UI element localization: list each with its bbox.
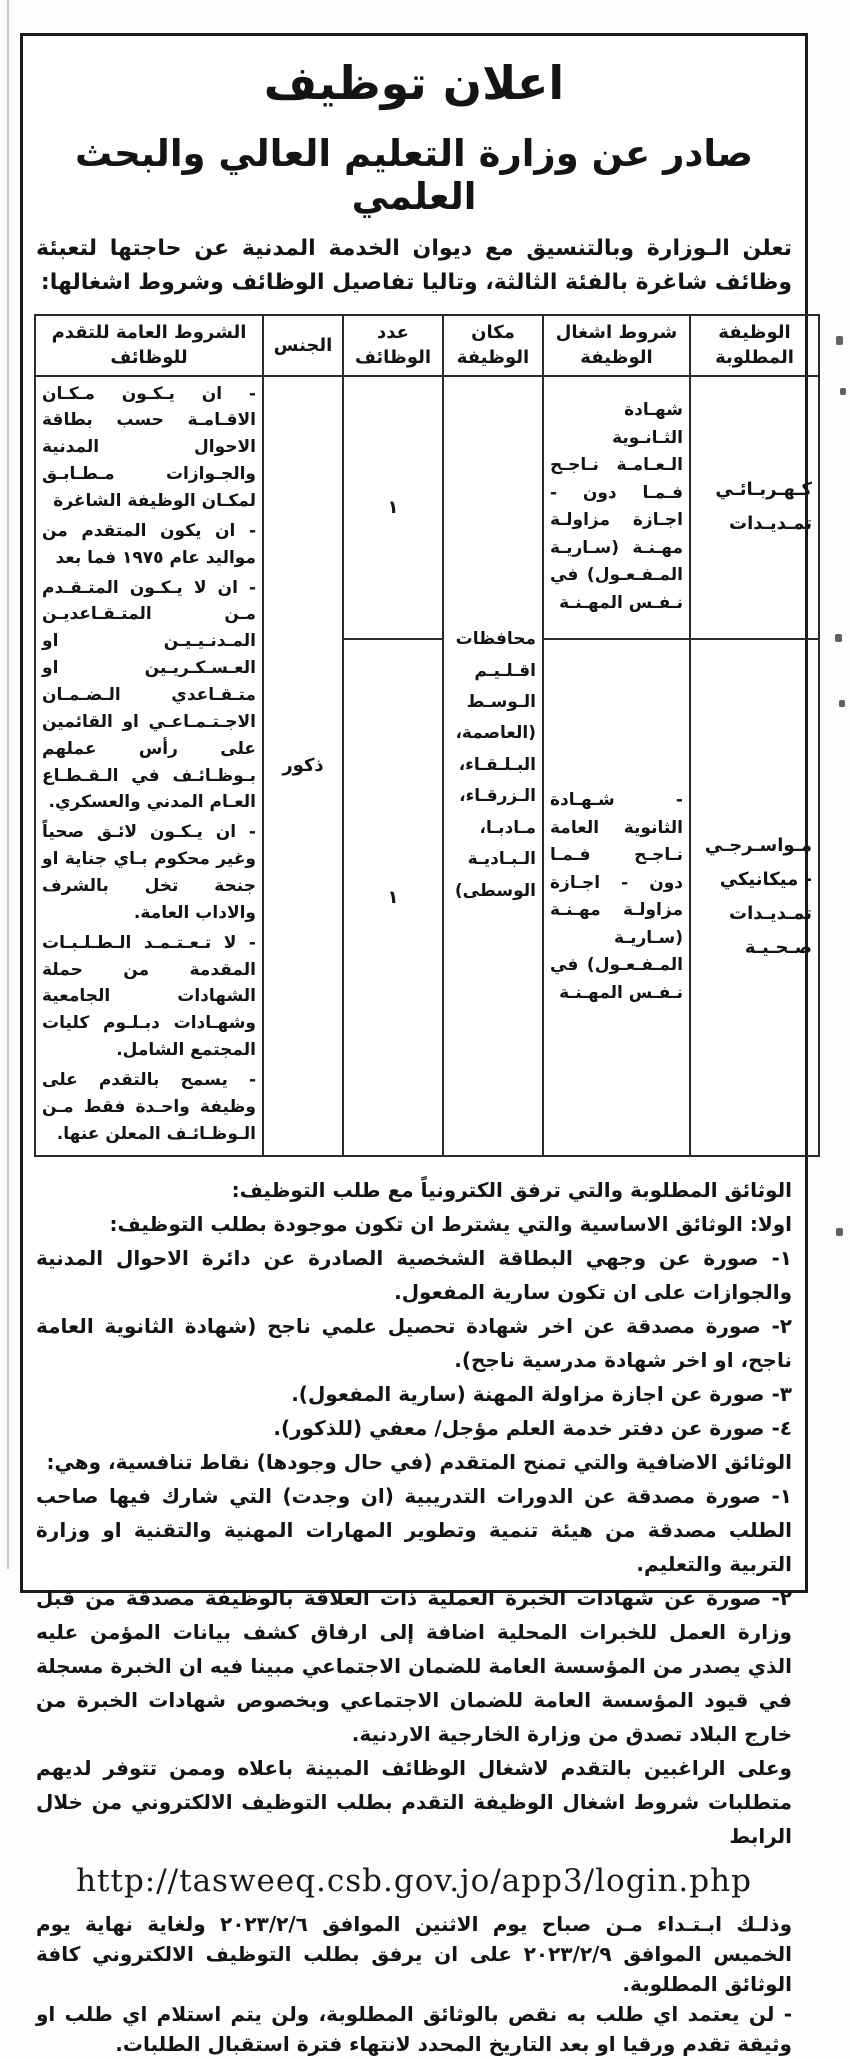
intro-paragraph: تعلن الـوزارة وبالتنسيق مع ديوان الخدمة المدنية عن حاجتها لتعبئة وظائف شاغرة بالفئة الثالثة، وتاليا تفاصيل الوظائف وشروط اشغالها: [36, 236, 792, 296]
application-url [36, 1855, 792, 1908]
general-condition-item: - ان يـكـون مـكـان الاقـامـة حسب بطاقة الاحوال المدنية والجـوازات مـطـابـق لمكـان الوظيفة الشاغرة [42, 383, 256, 511]
basic-document-item: ٢- صورة مصدقة عن اخر شهادة تحصيل علمي ناجح (شهادة الثانوية العامة ناجح، او اخر شهادة مدرسية ناجح). [36, 1313, 792, 1372]
general-condition-item: - ان لا يـكـون المتـقـدم مـن المتـقـاعديـن المـدنـيـيـن او العـسـكـريـين او متـقـاعدي الـضـمـان الاجـتـمـاعـي او القائمين على رأس عملهم بـوظـائـف في الـقـطـاع العـام المدني والعسكري. [42, 577, 256, 813]
header-job-location: مكان الوظيفة [443, 315, 543, 375]
general-condition-item: - ان يكون المتقدم من مواليد عام ١٩٧٥ فما بعد [42, 520, 256, 568]
basic-document-item: ١- صورة عن وجهي البطاقة الشخصية الصادرة عن دائرة الاحوال المدنية والجوازات على ان تكون سارية المفعول. [36, 1245, 792, 1304]
job-count-cell: ١ [343, 376, 443, 639]
scan-artifact [835, 634, 842, 642]
header-job-conditions: شروط اشغال الوظيفة [543, 315, 690, 375]
header-general-conditions: الشروط العامة للتقدم للوظائف [35, 315, 263, 375]
scan-artifact [840, 388, 846, 395]
job-title-cell: مـواسـرجـي - ميكانيكي تمـديـدات صـحـيـة [690, 639, 819, 1156]
scan-edge-line [7, 0, 9, 1569]
apply-instruction: وعلى الراغبين بالتقدم لاشغال الوظائف المبينة باعلاه وممن تتوفر لديهم متطلبات شروط اشغال الوظيفة التقدم بطلب التوظيف الالكتروني من خلال الرابط [36, 1755, 792, 1848]
header-gender: الجنس [263, 315, 343, 375]
job-conditions-cell: - شـهـادة الثانوية العامة نـاجـح فـمـا دون - اجـازة مزاولـة مهـنـة (سـاريـة المـفـعـول) في نـفـس المهـنـة [543, 639, 690, 1156]
job-location-cell: محافظات اقـلـيـم الـوسـط (العاصمة، البـلـقـاء، الـزرقـاء، مـادبـا، الـبـاديـة الوسطى) [443, 376, 543, 1156]
scan-artifact [836, 336, 843, 345]
additional-document-item: ١- صورة مصدقة عن الدورات التدريبية (ان وجدت) التي شارك فيها صاحب الطلب مصدقة من هيئة تنمية وتطوير المهارات المهنية والتقنية او وزارة التربية والتعليم. [36, 1483, 792, 1576]
table-header-row [35, 315, 819, 375]
gender-cell: ذكور [263, 376, 343, 1156]
application-period: وذلـك ابـتـداء مـن صباح يوم الاثنين الموافق ٢٠٢٣/٢/٦ ولغاية نهاية يوم الخميس الموافق ٢٠٢٣/٢/٩ على ان يرفق بطلب التوظيف الالكتروني كافة الوثائق المطلوبة. [36, 1912, 793, 1997]
advert-frame [20, 33, 812, 2057]
additional-document-item: ٢- صورة عن شهادات الخبرة العملية ذات العلاقة بالوظيفة مصدقة من قبل وزارة العمل للخبرات المحلية اضافة إلى ارفاق كشف بيانات المؤمن عليه الذي يصدر من المؤسسة العامة للضمان الاجتماعي مبينا فيه ان الخبرة مسجلة في قيود المؤسسة العامة للضمان الاجتماعي وبخصوص شهادات الخبرة من خارج البلاد تصدق من وزارة الخارجية الاردنية. [36, 1585, 792, 1746]
page-title: اعلان توظيف [263, 56, 565, 110]
scan-artifact [836, 1228, 843, 1236]
general-condition-item: - يسمح بالتقدم على وظيفة واحـدة فقط مـن الـوظـائـف المعلن عنها. [42, 1070, 256, 1144]
required-documents-heading: الوثائق المطلوبة والتي ترفق الكترونياً مع طلب التوظيف: [231, 1177, 792, 1202]
additional-documents-heading: الوثائق الاضافية والتي تمنح المتقدم (في حال وجودها) نقاط تنافسية، وهي: [46, 1449, 792, 1474]
general-condition-item: - ان يـكـون لائـق صحياً وغير محكوم بـاي جناية او جنحة تخل بالشرف والاداب العامة. [42, 822, 256, 923]
jobs-table [34, 314, 820, 1156]
documents-section [36, 1173, 792, 2059]
basic-document-item: ٣- صورة عن اجازة مزاولة المهنة (سارية المفعول). [291, 1381, 792, 1406]
table-row [35, 376, 819, 639]
final-note: - لن يعتمد اي طلب به نقص بالوثائق المطلوبة، ولن يتم استلام اي طلب او وثيقة تقدم ورقيا او بعد التاريخ المحدد لانتهاء فترة استقبال الطلبات. [36, 2002, 792, 2057]
scan-artifact [839, 700, 845, 707]
application-url-link[interactable]: http://tasweeq.csb.gov.jo/app3/login.php [76, 1862, 752, 1899]
header-required-job: الوظيفة المطلوبة [690, 315, 819, 375]
job-count-cell: ١ [343, 639, 443, 1156]
header-job-count: عدد الوظائف [343, 315, 443, 375]
job-conditions-cell: شهـادة الثـانـوية الـعـامـة نـاجـح فـمـا دون - اجـازة مزاولـة مهـنـة (سـاريـة المـفـعـول) في نـفـس المهـنـة [543, 376, 690, 639]
general-condition-item: - لا تـعـتـمـد الـطـلـبـات المقدمة من حملة الشهادات الجامعية وشهـادات دبـلـوم كليات المجتمع الشامل. [42, 932, 256, 1061]
basic-documents-heading: اولا: الوثائق الاساسية والتي يشترط ان تكون موجودة بطلب التوظيف: [109, 1211, 792, 1236]
page-subtitle: صادر عن وزارة التعليم العالي والبحث العلمي [74, 132, 753, 218]
job-title-cell: كـهـربـائـي تمـديـدات [690, 376, 819, 639]
general-conditions-cell [35, 376, 263, 1156]
basic-document-item: ٤- صورة عن دفتر خدمة العلم مؤجل/ معفي (للذكور). [273, 1415, 792, 1440]
